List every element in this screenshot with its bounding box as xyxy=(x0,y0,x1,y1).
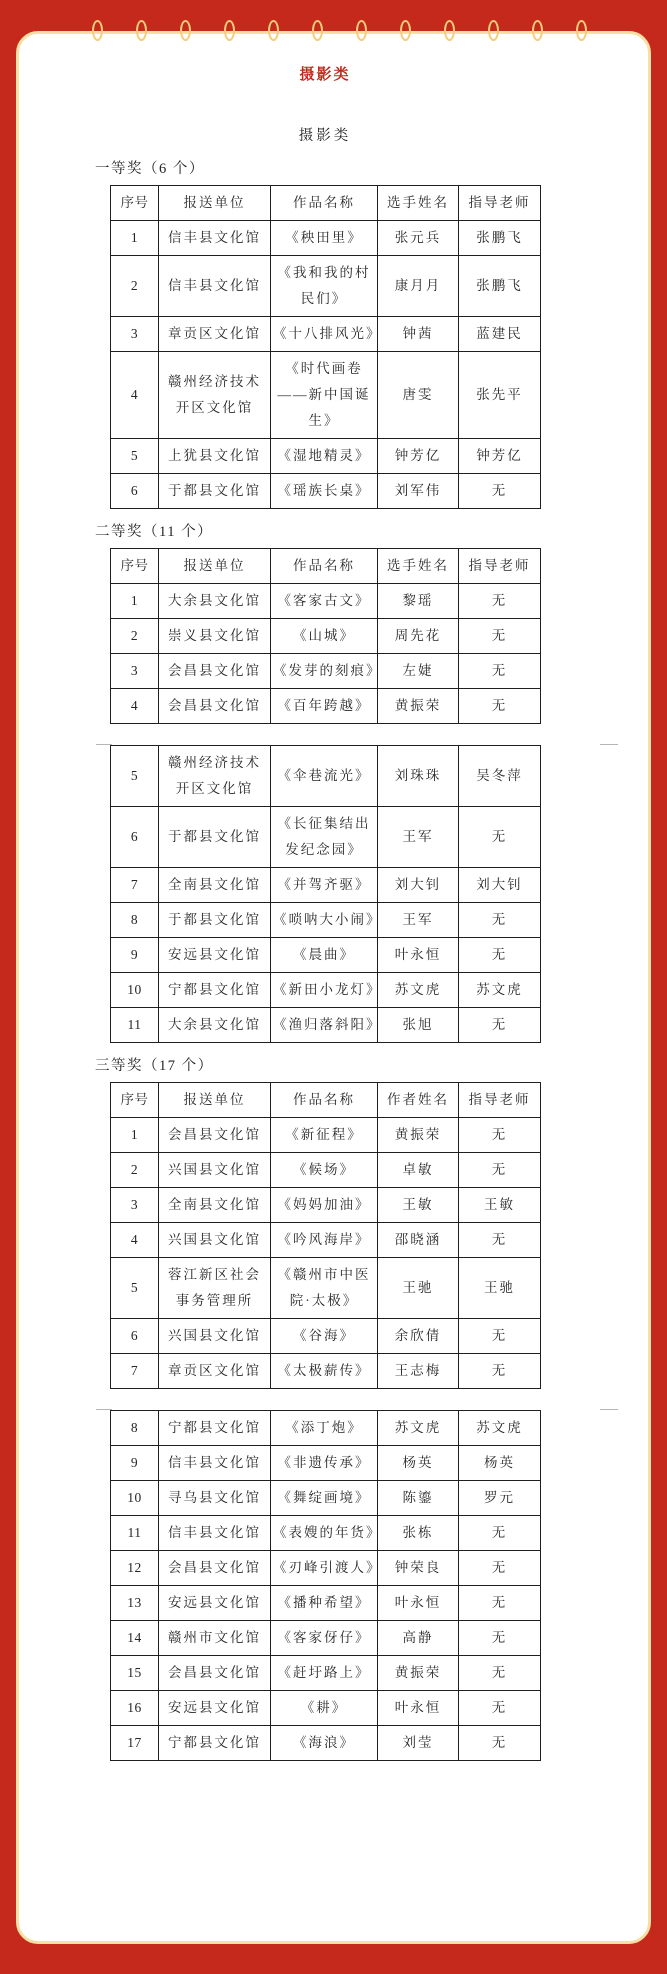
table-cell: 黄振荣 xyxy=(378,689,459,724)
table-cell: 寻乌县文化馆 xyxy=(159,1481,271,1516)
table-cell: 无 xyxy=(459,1516,541,1551)
table-cell: 安远县文化馆 xyxy=(159,1691,271,1726)
table-cell: 张元兵 xyxy=(378,221,459,256)
binder-ring-icon xyxy=(224,20,235,41)
table-cell: 2 xyxy=(111,619,159,654)
table-cell: 《发芽的刻痕》 xyxy=(271,654,378,689)
table-header xyxy=(111,186,541,221)
table-cell: 信丰县文化馆 xyxy=(159,1446,271,1481)
table-cell: 5 xyxy=(111,746,159,807)
table-cell: 8 xyxy=(111,903,159,938)
table-cell: 《晨曲》 xyxy=(271,938,378,973)
table-cell: 1 xyxy=(111,584,159,619)
table-cell: 于都县文化馆 xyxy=(159,474,271,509)
table-cell: 4 xyxy=(111,352,159,439)
document-card xyxy=(16,31,651,1944)
table-cell: 全南县文化馆 xyxy=(159,1188,271,1223)
table-cell: 《添丁炮》 xyxy=(271,1411,378,1446)
table-cell: 叶永恒 xyxy=(378,1586,459,1621)
table-row xyxy=(111,352,541,439)
column-header: 作品名称 xyxy=(271,186,378,221)
table-cell: 唐雯 xyxy=(378,352,459,439)
table-cell: 宁都县文化馆 xyxy=(159,1411,271,1446)
table-cell: 兴国县文化馆 xyxy=(159,1319,271,1354)
table-row xyxy=(111,1223,541,1258)
table-row xyxy=(111,1411,541,1446)
column-header: 选手姓名 xyxy=(378,186,459,221)
column-header: 作者姓名 xyxy=(378,1083,459,1118)
table-cell: 《湿地精灵》 xyxy=(271,439,378,474)
table-cell: 王驰 xyxy=(459,1258,541,1319)
table-cell: 刘莹 xyxy=(378,1726,459,1761)
table-cell: 卓敏 xyxy=(378,1153,459,1188)
table-cell: 无 xyxy=(459,474,541,509)
table-cell: 《我和我的村民们》 xyxy=(271,256,378,317)
table-cell: 安远县文化馆 xyxy=(159,1586,271,1621)
category-banner-title: 摄影类 xyxy=(299,67,351,83)
table-cell: 高静 xyxy=(378,1621,459,1656)
table-cell: 蓝建民 xyxy=(459,317,541,352)
table-row xyxy=(111,1551,541,1586)
table-cell: 宁都县文化馆 xyxy=(159,1726,271,1761)
table-cell: 上犹县文化馆 xyxy=(159,439,271,474)
table-cell: 4 xyxy=(111,689,159,724)
table-cell: 7 xyxy=(111,1354,159,1389)
table-cell: 9 xyxy=(111,1446,159,1481)
binder-ring-icon xyxy=(268,20,279,41)
table-cell: 13 xyxy=(111,1586,159,1621)
table-cell: 无 xyxy=(459,619,541,654)
table-row xyxy=(111,973,541,1008)
table-cell: 9 xyxy=(111,938,159,973)
table-body xyxy=(111,1411,541,1761)
table-cell: 苏文虎 xyxy=(378,1411,459,1446)
second-prize-table-part1 xyxy=(110,548,541,724)
table-cell: 《新征程》 xyxy=(271,1118,378,1153)
table-row xyxy=(111,689,541,724)
table-row xyxy=(111,746,541,807)
table-cell: 信丰县文化馆 xyxy=(159,221,271,256)
table-cell: 信丰县文化馆 xyxy=(159,256,271,317)
table-cell: 无 xyxy=(459,1621,541,1656)
table-cell: 《海浪》 xyxy=(271,1726,378,1761)
column-header: 报送单位 xyxy=(159,186,271,221)
page-break-gap xyxy=(110,724,540,745)
table-body xyxy=(111,221,541,509)
table-cell: 《伞巷流光》 xyxy=(271,746,378,807)
column-header: 报送单位 xyxy=(159,549,271,584)
binder-ring-icon xyxy=(576,20,587,41)
table-cell: 左婕 xyxy=(378,654,459,689)
table-cell: 无 xyxy=(459,1153,541,1188)
table-row xyxy=(111,868,541,903)
table-cell: 《唢呐大小闹》 xyxy=(271,903,378,938)
table-cell: 《候场》 xyxy=(271,1153,378,1188)
table-cell: 王敏 xyxy=(378,1188,459,1223)
table-cell: 邵晓涵 xyxy=(378,1223,459,1258)
table-cell: 信丰县文化馆 xyxy=(159,1516,271,1551)
table-cell: 无 xyxy=(459,584,541,619)
table-cell: 大余县文化馆 xyxy=(159,584,271,619)
table-cell: 刘珠珠 xyxy=(378,746,459,807)
binder-ring-icon xyxy=(444,20,455,41)
table-row xyxy=(111,1188,541,1223)
third-prize-table-part2 xyxy=(110,1410,541,1761)
table-cell: 《刃峰引渡人》 xyxy=(271,1551,378,1586)
table-cell: 罗元 xyxy=(459,1481,541,1516)
table-cell: 《并驾齐驱》 xyxy=(271,868,378,903)
table-cell: 黄振荣 xyxy=(378,1118,459,1153)
table-row xyxy=(111,1691,541,1726)
table-row xyxy=(111,1586,541,1621)
table-cell: 《非遗传承》 xyxy=(271,1446,378,1481)
binder-ring-icon xyxy=(92,20,103,41)
table-row xyxy=(111,1153,541,1188)
table-cell: 12 xyxy=(111,1551,159,1586)
table-cell: 《吟风海岸》 xyxy=(271,1223,378,1258)
table-cell: 钟荣良 xyxy=(378,1551,459,1586)
table-cell: 刘大钊 xyxy=(459,868,541,903)
table-cell: 周先花 xyxy=(378,619,459,654)
table-cell: 《赶圩路上》 xyxy=(271,1656,378,1691)
table-cell: 章贡区文化馆 xyxy=(159,1354,271,1389)
table-row xyxy=(111,1118,541,1153)
table-cell: 王志梅 xyxy=(378,1354,459,1389)
table-cell: 赣州经济技术开区文化馆 xyxy=(159,746,271,807)
table-header xyxy=(111,1083,541,1118)
table-cell: 无 xyxy=(459,1118,541,1153)
table-cell: 张先平 xyxy=(459,352,541,439)
table-cell: 《表嫂的年货》 xyxy=(271,1516,378,1551)
table-cell: 5 xyxy=(111,1258,159,1319)
table-row xyxy=(111,1319,541,1354)
table-body xyxy=(111,1118,541,1389)
table-cell: 张鹏飞 xyxy=(459,256,541,317)
column-header: 作品名称 xyxy=(271,549,378,584)
table-cell: 蓉江新区社会事务管理所 xyxy=(159,1258,271,1319)
table-row xyxy=(111,807,541,868)
table-row xyxy=(111,1008,541,1043)
table-cell: 无 xyxy=(459,1551,541,1586)
table-cell: 7 xyxy=(111,868,159,903)
binder-ring-icon xyxy=(180,20,191,41)
table-row xyxy=(111,221,541,256)
table-cell: 6 xyxy=(111,807,159,868)
table-cell: 《赣州市中医院·太极》 xyxy=(271,1258,378,1319)
table-row xyxy=(111,317,541,352)
table-cell: 无 xyxy=(459,1691,541,1726)
table-cell: 黄振荣 xyxy=(378,1656,459,1691)
table-cell: 无 xyxy=(459,1586,541,1621)
table-cell: 10 xyxy=(111,973,159,1008)
table-row xyxy=(111,256,541,317)
document-title: 摄影类 xyxy=(298,128,352,144)
table-row xyxy=(111,938,541,973)
table-cell: 无 xyxy=(459,1319,541,1354)
table-cell: 15 xyxy=(111,1656,159,1691)
table-cell: 叶永恒 xyxy=(378,1691,459,1726)
table-cell: 16 xyxy=(111,1691,159,1726)
table-cell: 赣州经济技术开区文化馆 xyxy=(159,352,271,439)
table-cell: 钟芳亿 xyxy=(459,439,541,474)
table-cell: 1 xyxy=(111,221,159,256)
section-heading-second-prize: 二等奖（11 个） xyxy=(95,524,214,540)
table-cell: 赣州市文化馆 xyxy=(159,1621,271,1656)
table-cell: 崇义县文化馆 xyxy=(159,619,271,654)
table-row xyxy=(111,439,541,474)
table-row xyxy=(111,1354,541,1389)
table-cell: 6 xyxy=(111,474,159,509)
table-cell: 于都县文化馆 xyxy=(159,807,271,868)
table-cell: 11 xyxy=(111,1516,159,1551)
table-cell: 《秧田里》 xyxy=(271,221,378,256)
table-cell: 1 xyxy=(111,1118,159,1153)
section-heading-third-prize: 三等奖（17 个） xyxy=(95,1058,214,1074)
table-cell: 无 xyxy=(459,689,541,724)
table-cell: 叶永恒 xyxy=(378,938,459,973)
table-cell: 无 xyxy=(459,938,541,973)
table-cell: 杨英 xyxy=(378,1446,459,1481)
table-cell: 刘军伟 xyxy=(378,474,459,509)
binder-ring-icon xyxy=(400,20,411,41)
column-header: 选手姓名 xyxy=(378,549,459,584)
table-row xyxy=(111,903,541,938)
table-cell: 王敏 xyxy=(459,1188,541,1223)
table-cell: 《客家伢仔》 xyxy=(271,1621,378,1656)
table-cell: 苏文虎 xyxy=(459,973,541,1008)
table-cell: 6 xyxy=(111,1319,159,1354)
table-cell: 会昌县文化馆 xyxy=(159,689,271,724)
table-cell: 《瑶族长桌》 xyxy=(271,474,378,509)
third-prize-table-part1 xyxy=(110,1082,541,1389)
table-cell: 3 xyxy=(111,654,159,689)
table-cell: 会昌县文化馆 xyxy=(159,1656,271,1691)
table-cell: 无 xyxy=(459,1726,541,1761)
section-heading-first-prize: 一等奖（6 个） xyxy=(95,161,205,177)
table-cell: 《十八排风光》 xyxy=(271,317,378,352)
table-cell: 吴冬萍 xyxy=(459,746,541,807)
table-cell: 会昌县文化馆 xyxy=(159,1118,271,1153)
table-cell: 张旭 xyxy=(378,1008,459,1043)
table-cell: 宁都县文化馆 xyxy=(159,973,271,1008)
table-cell: 无 xyxy=(459,654,541,689)
table-cell: 《播种希望》 xyxy=(271,1586,378,1621)
table-cell: 2 xyxy=(111,256,159,317)
table-cell: 《时代画卷——新中国诞生》 xyxy=(271,352,378,439)
table-header-row xyxy=(111,186,541,221)
table-cell: 3 xyxy=(111,317,159,352)
binder-ring-icon xyxy=(356,20,367,41)
table-cell: 刘大钊 xyxy=(378,868,459,903)
table-cell: 黎瑶 xyxy=(378,584,459,619)
table-cell: 无 xyxy=(459,903,541,938)
table-cell: 《百年跨越》 xyxy=(271,689,378,724)
table-row xyxy=(111,654,541,689)
table-cell: 无 xyxy=(459,1223,541,1258)
table-cell: 《妈妈加油》 xyxy=(271,1188,378,1223)
table-cell: 《渔归落斜阳》 xyxy=(271,1008,378,1043)
table-cell: 《客家古文》 xyxy=(271,584,378,619)
table-cell: 杨英 xyxy=(459,1446,541,1481)
table-row xyxy=(111,1516,541,1551)
table-cell: 《山城》 xyxy=(271,619,378,654)
table-header-row xyxy=(111,549,541,584)
table-cell: 王驰 xyxy=(378,1258,459,1319)
table-cell: 《舞绽画境》 xyxy=(271,1481,378,1516)
table-cell: 《耕》 xyxy=(271,1691,378,1726)
table-cell: 王军 xyxy=(378,903,459,938)
table-cell: 张栋 xyxy=(378,1516,459,1551)
table-cell: 钟芳亿 xyxy=(378,439,459,474)
page-break-gap xyxy=(110,1389,540,1410)
column-header: 作品名称 xyxy=(271,1083,378,1118)
table-row xyxy=(111,1481,541,1516)
table-cell: 无 xyxy=(459,1008,541,1043)
table-cell: 《谷海》 xyxy=(271,1319,378,1354)
table-cell: 大余县文化馆 xyxy=(159,1008,271,1043)
binder-rings xyxy=(92,20,587,42)
table-cell: 于都县文化馆 xyxy=(159,903,271,938)
column-header: 指导老师 xyxy=(459,549,541,584)
table-cell: 王军 xyxy=(378,807,459,868)
table-body xyxy=(111,746,541,1043)
second-prize-table-part2 xyxy=(110,745,541,1043)
binder-ring-icon xyxy=(136,20,147,41)
table-cell: 会昌县文化馆 xyxy=(159,1551,271,1586)
table-cell: 钟茜 xyxy=(378,317,459,352)
table-cell: 安远县文化馆 xyxy=(159,938,271,973)
table-cell: 会昌县文化馆 xyxy=(159,654,271,689)
document-body xyxy=(19,34,648,1761)
table-cell: 陈鎏 xyxy=(378,1481,459,1516)
table-row xyxy=(111,474,541,509)
table-cell: 3 xyxy=(111,1188,159,1223)
table-row xyxy=(111,1656,541,1691)
table-header-row xyxy=(111,1083,541,1118)
column-header: 序号 xyxy=(111,549,159,584)
table-cell: 《太极薪传》 xyxy=(271,1354,378,1389)
binder-ring-icon xyxy=(488,20,499,41)
table-cell: 余欣倩 xyxy=(378,1319,459,1354)
table-cell: 苏文虎 xyxy=(459,1411,541,1446)
table-cell: 张鹏飞 xyxy=(459,221,541,256)
table-row xyxy=(111,1621,541,1656)
table-cell: 4 xyxy=(111,1223,159,1258)
table-header xyxy=(111,549,541,584)
table-cell: 11 xyxy=(111,1008,159,1043)
table-cell: 章贡区文化馆 xyxy=(159,317,271,352)
table-row xyxy=(111,1446,541,1481)
table-cell: 17 xyxy=(111,1726,159,1761)
table-cell: 无 xyxy=(459,807,541,868)
table-cell: 《新田小龙灯》 xyxy=(271,973,378,1008)
column-header: 指导老师 xyxy=(459,1083,541,1118)
first-prize-table xyxy=(110,185,541,509)
column-header: 序号 xyxy=(111,186,159,221)
table-cell: 无 xyxy=(459,1354,541,1389)
table-cell: 8 xyxy=(111,1411,159,1446)
binder-ring-icon xyxy=(532,20,543,41)
table-cell: 苏文虎 xyxy=(378,973,459,1008)
table-cell: 2 xyxy=(111,1153,159,1188)
table-cell: 全南县文化馆 xyxy=(159,868,271,903)
table-cell: 14 xyxy=(111,1621,159,1656)
column-header: 指导老师 xyxy=(459,186,541,221)
table-row xyxy=(111,584,541,619)
table-row xyxy=(111,619,541,654)
table-cell: 兴国县文化馆 xyxy=(159,1153,271,1188)
table-cell: 10 xyxy=(111,1481,159,1516)
binder-ring-icon xyxy=(312,20,323,41)
table-cell: 《长征集结出发纪念园》 xyxy=(271,807,378,868)
table-cell: 5 xyxy=(111,439,159,474)
table-row xyxy=(111,1726,541,1761)
table-cell: 康月月 xyxy=(378,256,459,317)
column-header: 报送单位 xyxy=(159,1083,271,1118)
column-header: 序号 xyxy=(111,1083,159,1118)
table-body xyxy=(111,584,541,724)
table-cell: 兴国县文化馆 xyxy=(159,1223,271,1258)
table-cell: 无 xyxy=(459,1656,541,1691)
table-row xyxy=(111,1258,541,1319)
